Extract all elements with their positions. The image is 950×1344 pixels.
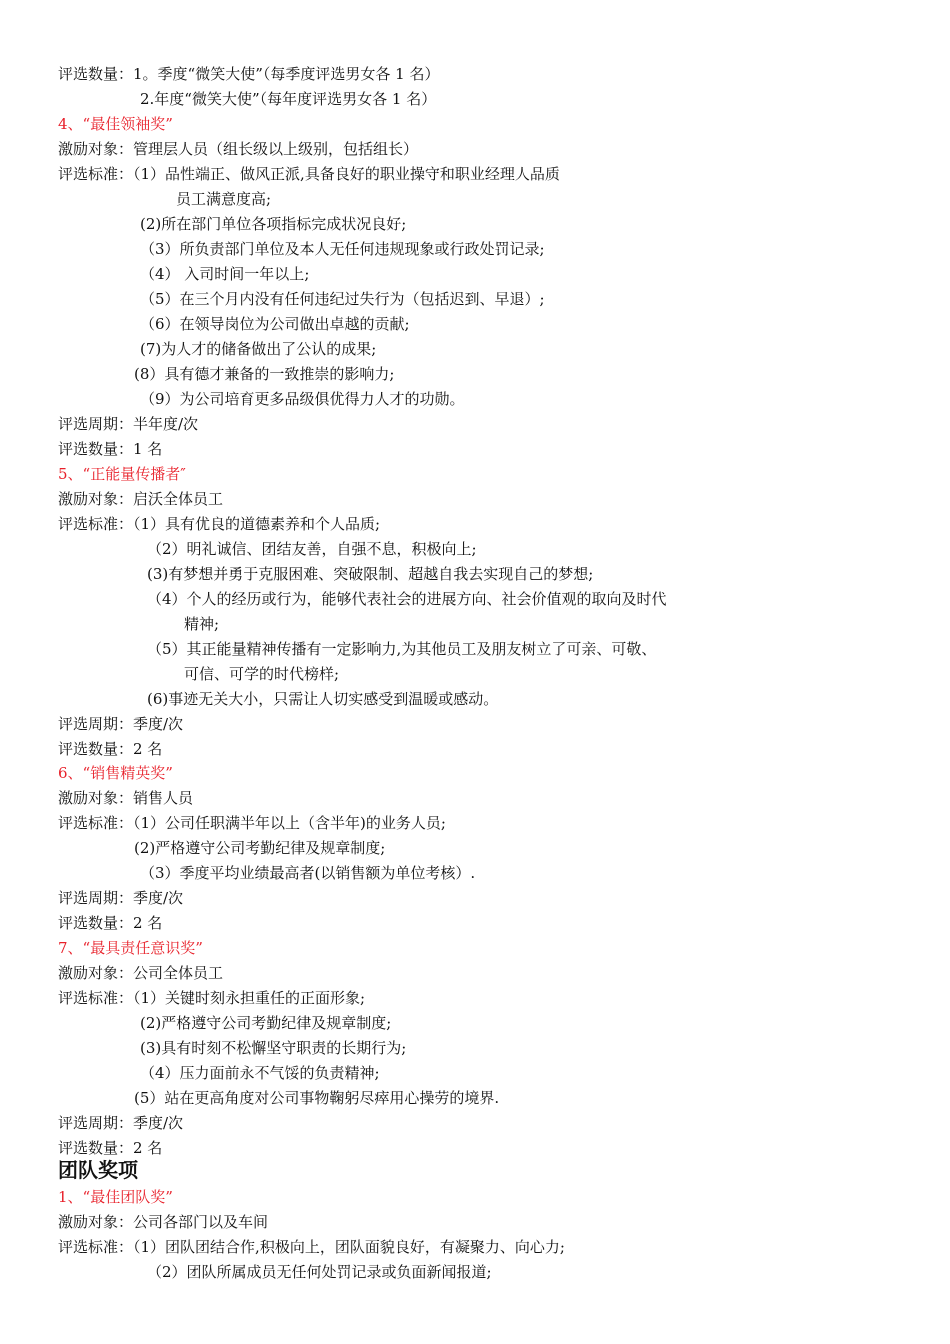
text-line: 评选数量：1 名 (58, 440, 163, 458)
text-line: （2）明礼诚信、团结友善，自强不息，积极向上; (147, 540, 477, 558)
text-line: (3)有梦想并勇于克服困难、突破限制、超越自我去实现自己的梦想; (147, 565, 594, 583)
text-line: 2.年度“微笑大使”（每年度评选男女各 1 名） (140, 90, 437, 108)
text-line: 评选标准：（1）团队团结合作,积极向上，团队面貌良好，有凝聚力、向心力; (58, 1238, 565, 1256)
text-line: （9）为公司培育更多品级俱优得力人才的功勋。 (140, 390, 465, 408)
text-line: (8）具有德才兼备的一致推崇的影响力; (134, 365, 395, 383)
section-title: 7、“最具责任意识奖” (58, 939, 203, 957)
text-line: (6)事迹无关大小，只需让人切实感受到温暖或感动。 (147, 690, 499, 708)
text-line: （3）季度平均业绩最高者(以销售额为单位考核）. (140, 864, 476, 882)
section-title: 5、“正能量传播者″ (58, 465, 186, 483)
text-line: （5）在三个月内没有任何违纪过失行为（包括迟到、早退）; (140, 290, 545, 308)
text-line: 评选数量：2 名 (58, 740, 163, 758)
text-line: （4） 入司时间一年以上; (140, 265, 310, 283)
text-line: （4）个人的经历或行为，能够代表社会的进展方向、社会价值观的取向及时代 (147, 590, 667, 608)
text-line: (7)为人才的储备做出了公认的成果; (140, 340, 377, 358)
text-line: (5）站在更高角度对公司事物鞠躬尽瘁用心操劳的境界. (134, 1089, 500, 1107)
text-line: 评选周期：半年度/次 (58, 415, 199, 433)
text-line: （4）压力面前永不气馁的负责精神; (140, 1064, 380, 1082)
text-line: 精神; (184, 615, 220, 633)
text-line: （2）团队所属成员无任何处罚记录或负面新闻报道; (147, 1263, 492, 1281)
text-line: 评选标准：（1）具有优良的道德素养和个人品质; (58, 515, 381, 533)
text-line: （6）在领导岗位为公司做出卓越的贡献; (140, 315, 410, 333)
text-line: (3)具有时刻不松懈坚守职责的长期行为; (140, 1039, 407, 1057)
text-line: 评选标准：（1）公司任职满半年以上（含半年)的业务人员; (58, 814, 446, 832)
text-line: （3）所负责部门单位及本人无任何违规现象或行政处罚记录; (140, 240, 545, 258)
text-line: 激励对象：启沃全体员工 (58, 490, 224, 508)
text-line: (2)所在部门单位各项指标完成状况良好; (140, 215, 407, 233)
text-line: 评选周期：季度/次 (58, 1114, 184, 1132)
text-line: 评选数量：1。季度“微笑大使”（每季度评选男女各 1 名） (58, 65, 440, 83)
section-title: 4、“最佳领袖奖” (58, 115, 173, 133)
section-heading: 团队奖项 (58, 1158, 138, 1182)
section-title: 1、“最佳团队奖” (58, 1188, 173, 1206)
text-line: 评选周期：季度/次 (58, 715, 184, 733)
text-line: (2)严格遵守公司考勤纪律及规章制度; (134, 839, 386, 857)
text-line: (2)严格遵守公司考勤纪律及规章制度; (140, 1014, 392, 1032)
text-line: 激励对象：公司各部门以及车间 (58, 1213, 269, 1231)
text-line: （5）其正能量精神传播有一定影响力,为其他员工及朋友树立了可亲、可敬、 (147, 640, 657, 658)
text-line: 评选数量：2 名 (58, 914, 163, 932)
section-title: 6、“销售精英奖” (58, 764, 173, 782)
text-line: 激励对象：公司全体员工 (58, 964, 224, 982)
text-line: 评选数量：2 名 (58, 1139, 163, 1157)
text-line: 激励对象：销售人员 (58, 789, 194, 807)
text-line: 可信、可学的时代榜样; (184, 665, 340, 683)
text-line: 员工满意度高; (176, 190, 272, 208)
text-line: 评选标准：（1）品性端正、做风正派,具备良好的职业操守和职业经理人品质 (58, 165, 560, 183)
text-line: 激励对象：管理层人员（组长级以上级别，包括组长） (58, 140, 419, 158)
text-line: 评选标准：（1）关键时刻永担重任的正面形象; (58, 989, 366, 1007)
text-line: 评选周期：季度/次 (58, 889, 184, 907)
